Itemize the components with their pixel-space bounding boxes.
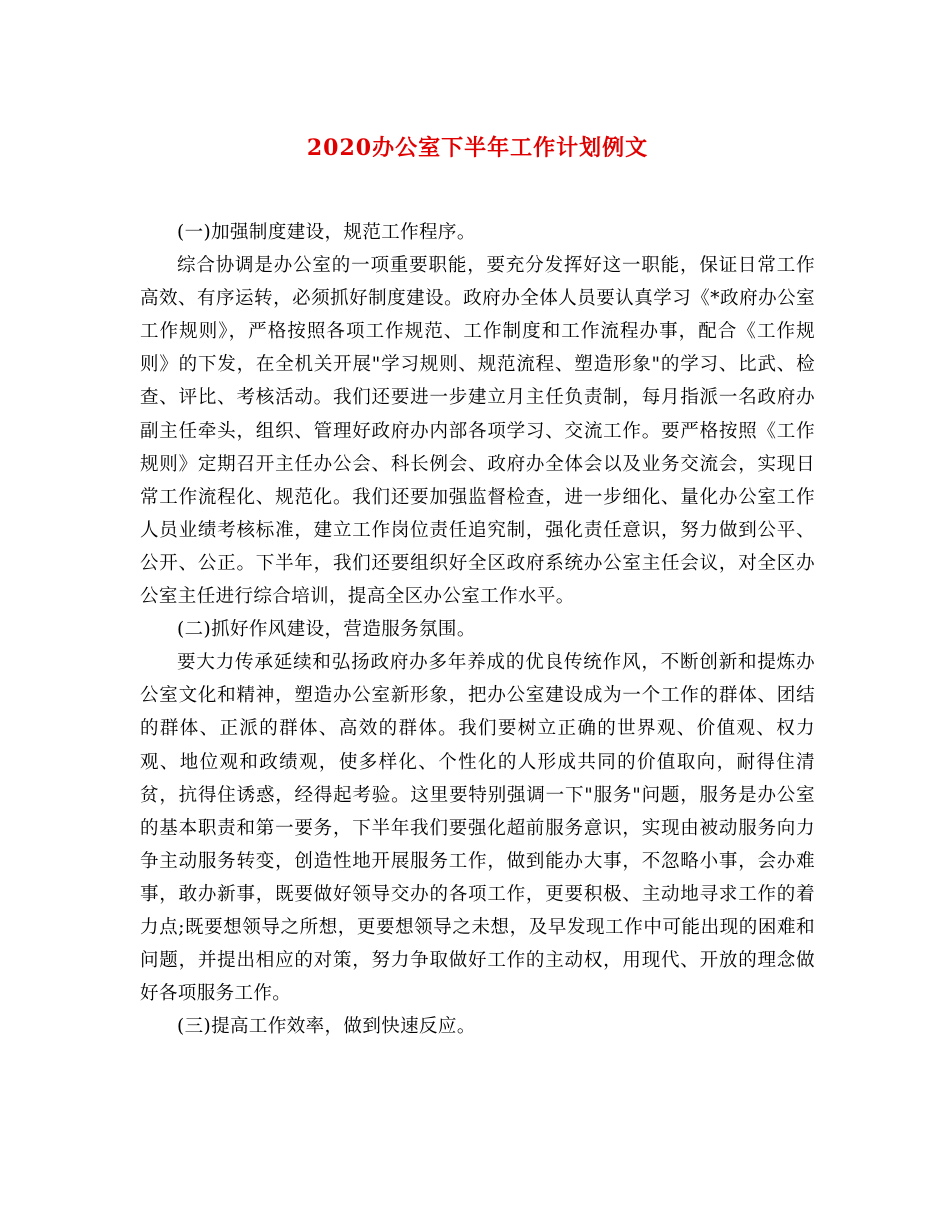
section-heading-1: (一)加强制度建设，规范工作程序。 xyxy=(177,222,476,243)
body-paragraph-1: 综合协调是办公室的一项重要职能，要充分发挥好这一职能，保证日常工作高效、有序运转，必须抓好制度建设。政府办全体人员要认真学习《*政府办公室工作规则》，严格按照各项工作规范、工作制度和工作流程办事，配合《工作规则》的下发，在全机关开展"学习规则、规范流程、塑造形象"的学习、比武、检查、评比、考核活动。我们还要进一步建立月主任负责制，每月指派一名政府办副主任牵头，组织、管理好政府办内部各项学习、交流工作。要严格按照《工作规则》定期召开主任办公会、科长例会、政府办全体会以及业务交流会，实现日常工作流程化、规范化。我们还要加强监督检查，进一步细化、量化办公室工作人员业绩考核标准，建立工作岗位责任追究制，强化责任意识，努力做到公平、公开、公正。下半年，我们还要组织好全区政府系统办公室主任会议，对全区办公室主任进行综合培训，提高全区办公室工作水平。 xyxy=(140,255,815,608)
section-heading-3: (三)提高工作效率，做到快速反应。 xyxy=(177,1016,476,1038)
document-title: 2020办公室下半年工作计划例文 xyxy=(306,135,649,161)
body-paragraph-2: 要大力传承延续和弘扬政府办多年养成的优良传统作风，不断创新和提炼办公室文化和精神，塑造办公室新形象，把办公室建设成为一个工作的群体、团结的群体、正派的群体、高效的群体。我们要树立正确的世界观、价值观、权力观、地位观和政绩观，使多样化、个性化的人形成共同的价值取向，耐得住清贫，抗得住诱惑，经得起考验。这里要特别强调一下"服务"问题，服务是办公室的基本职责和第一要务，下半年我们要强化超前服务意识，实现由被动服务向力争主动服务转变，创造性地开展服务工作，做到能办大事，不忽略小事，会办难事，敢办新事，既要做好领导交办的各项工作，更要积极、主动地寻求工作的着力点;既要想领导之所想，更要想领导之未想，及早发现工作中可能出现的困难和问题，并提出相应的对策，努力争取做好工作的主动权，用现代、开放的理念做好各项服务工作。 xyxy=(140,652,815,1005)
section-heading-2: (二)抓好作风建设，营造服务氛围。 xyxy=(177,619,476,641)
